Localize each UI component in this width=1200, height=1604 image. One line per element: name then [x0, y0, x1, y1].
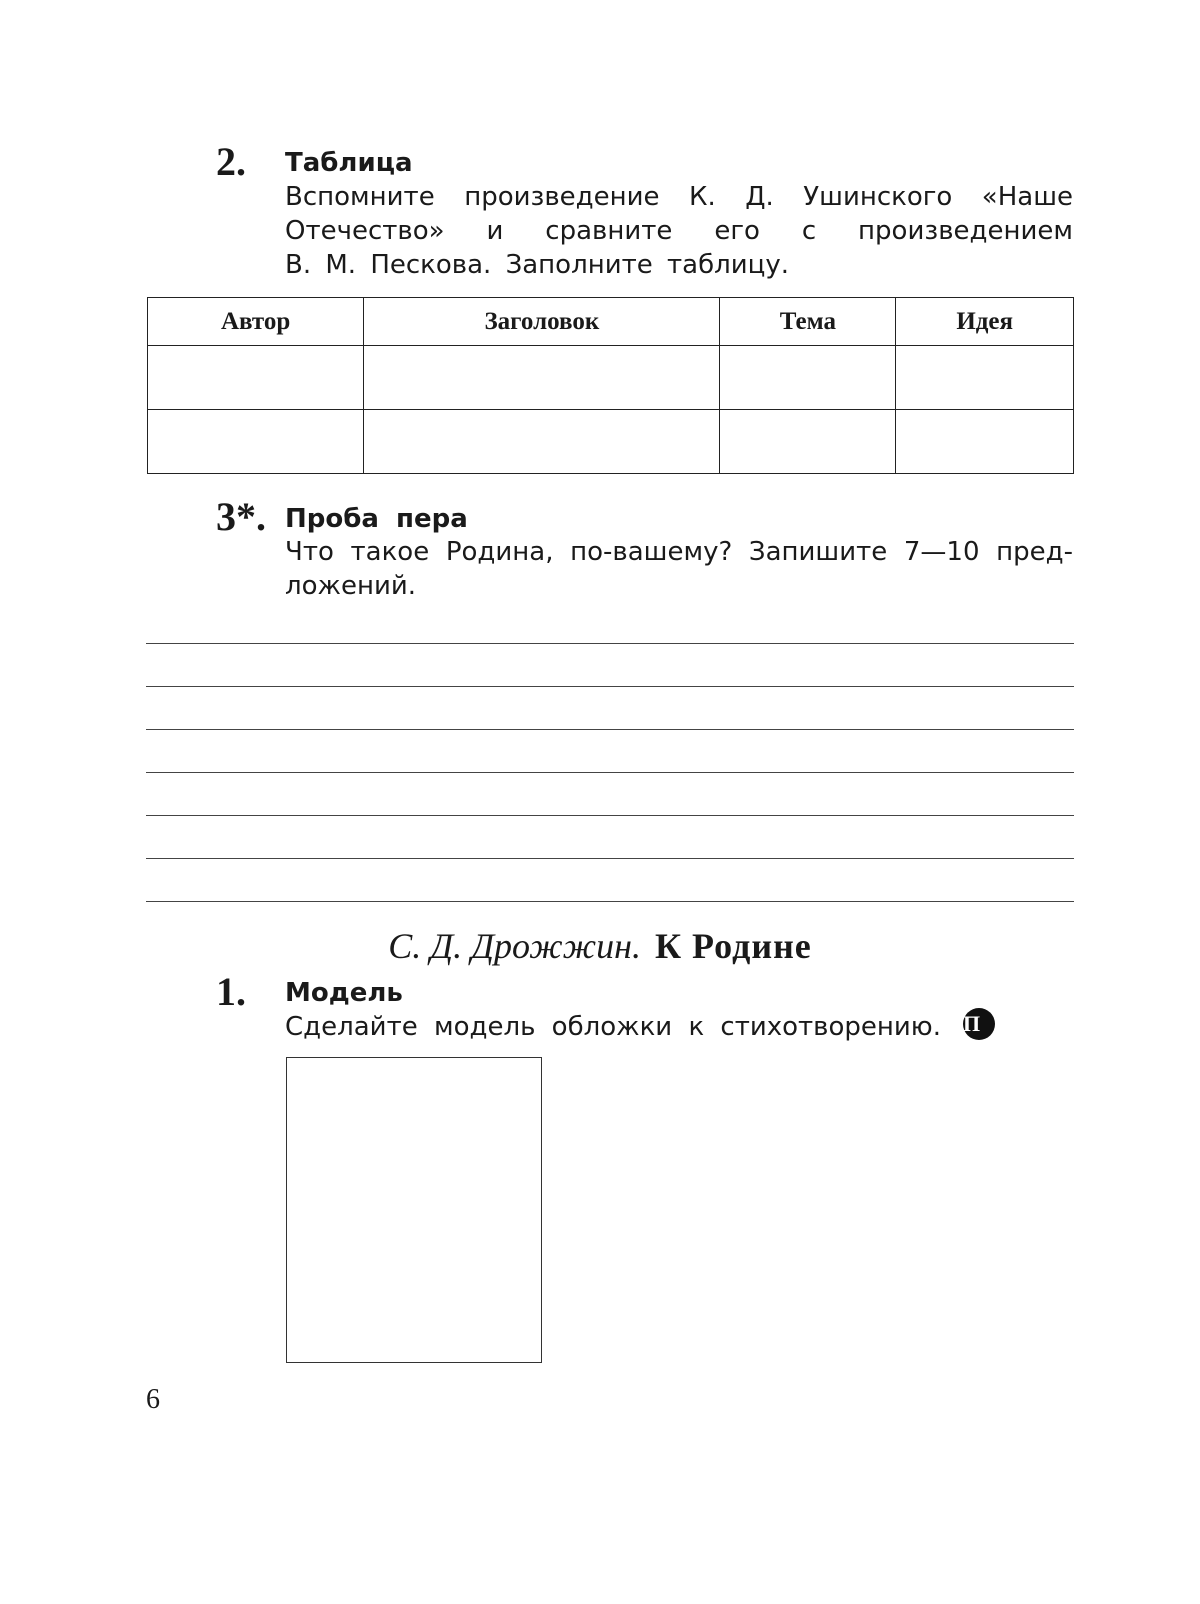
table-row — [148, 410, 1074, 474]
task-heading: Модель — [285, 978, 403, 1008]
task-text-line: Отечество» и сравните его с произведением — [285, 216, 1073, 246]
section-author: С. Д. Дрожжин. — [388, 926, 641, 966]
column-header: Тема — [720, 298, 896, 346]
table-cell[interactable] — [896, 346, 1074, 410]
task-text-line — [285, 1010, 995, 1044]
writing-line[interactable] — [146, 815, 1074, 816]
task-heading: Таблица — [285, 148, 413, 178]
column-header: Идея — [896, 298, 1074, 346]
column-header: Заголовок — [364, 298, 720, 346]
task-text-line: Что такое Родина, по-вашему? Запишите 7—10 пред- — [285, 537, 1073, 567]
table-cell[interactable] — [364, 410, 720, 474]
task-text: Сделайте модель обложки к стихотворению. — [285, 1012, 941, 1042]
task-number: 1. — [216, 969, 246, 1014]
writing-line[interactable] — [146, 643, 1074, 644]
cover-model-box[interactable] — [286, 1057, 542, 1363]
writing-line[interactable] — [146, 901, 1074, 902]
column-header: Автор — [148, 298, 364, 346]
table-cell[interactable] — [720, 410, 896, 474]
section-title — [0, 924, 1200, 968]
comparison-table — [147, 297, 1074, 474]
writing-line[interactable] — [146, 858, 1074, 859]
task-text-line: В. М. Пескова. Заполните таблицу. — [285, 250, 789, 280]
writing-line[interactable] — [146, 729, 1074, 730]
project-badge-icon: П — [963, 1008, 995, 1040]
task-number: 3*. — [216, 494, 266, 539]
writing-line[interactable] — [146, 772, 1074, 773]
writing-line[interactable] — [146, 686, 1074, 687]
table-cell[interactable] — [364, 346, 720, 410]
task-text-line: Вспомните произведение К. Д. Ушинского «Наше — [285, 182, 1073, 212]
page-number: 6 — [146, 1384, 160, 1415]
task-text-line: ложений. — [285, 571, 417, 601]
task-heading: Проба пера — [285, 504, 468, 534]
task-number: 2. — [216, 139, 246, 184]
table-cell[interactable] — [720, 346, 896, 410]
table-cell[interactable] — [148, 410, 364, 474]
table-cell[interactable] — [148, 346, 364, 410]
section-poem-title: К Родине — [654, 926, 812, 966]
table-row — [148, 346, 1074, 410]
table-cell[interactable] — [896, 410, 1074, 474]
